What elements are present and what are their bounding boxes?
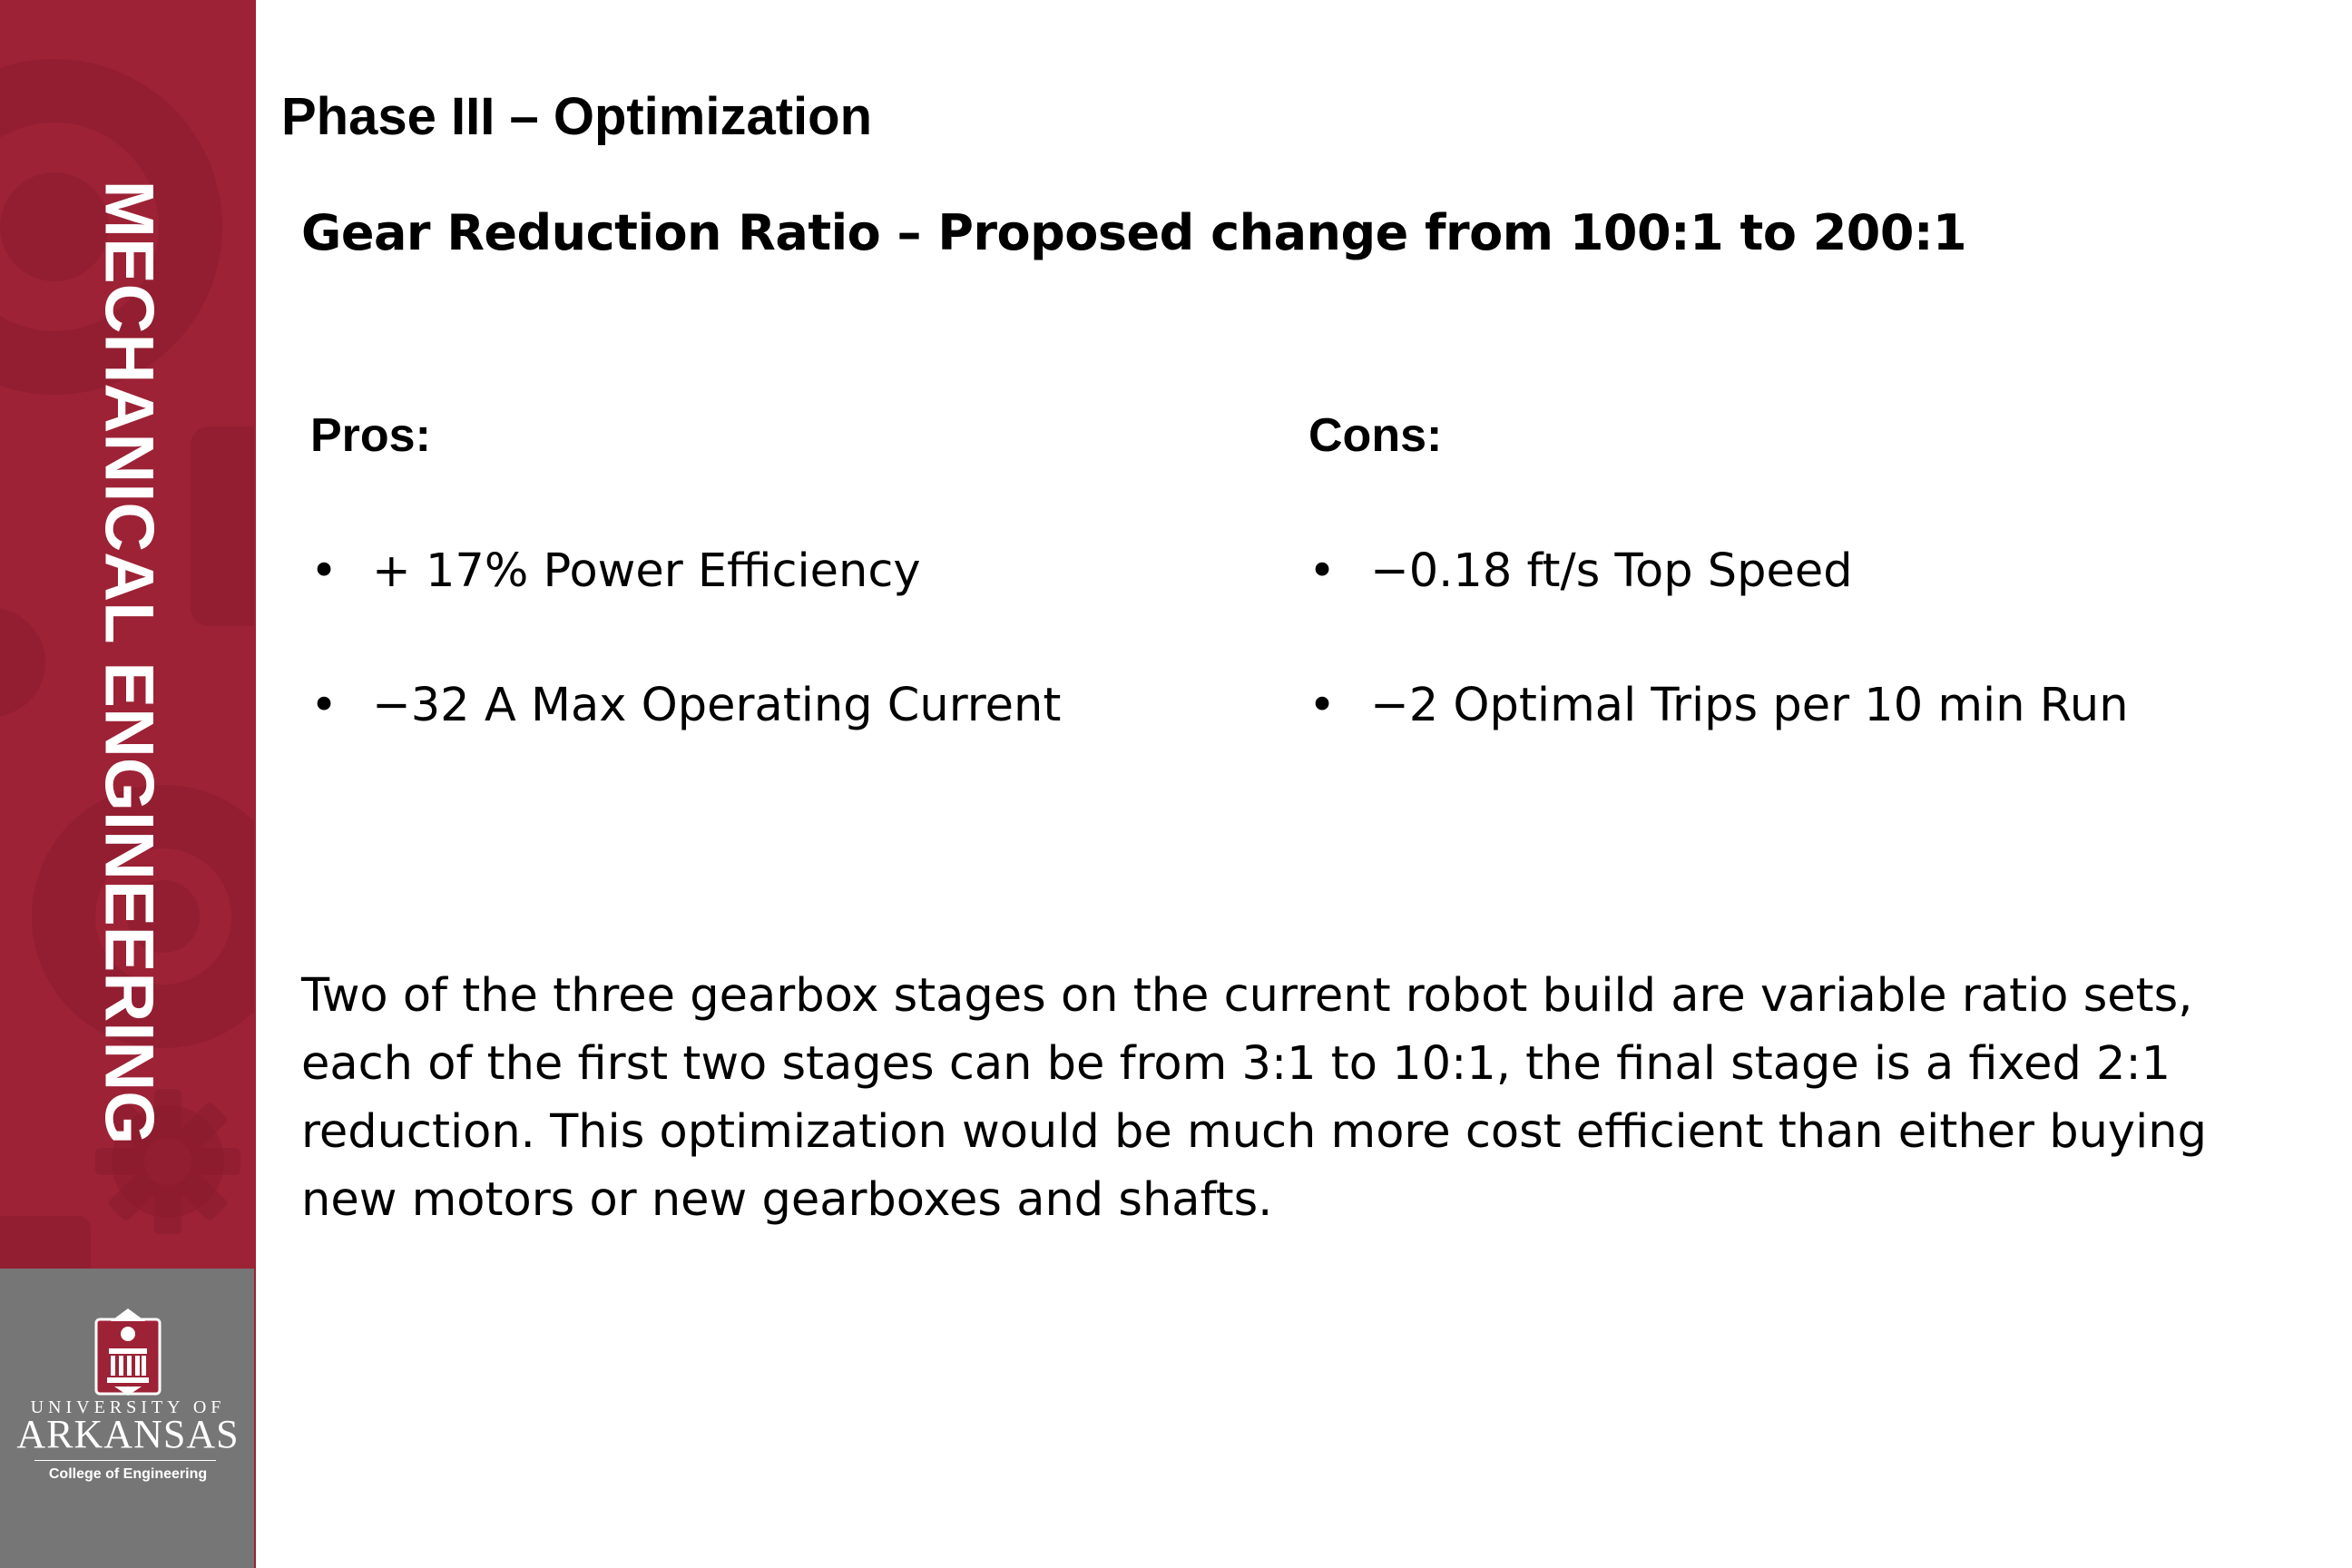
- bullet-icon: •: [310, 544, 338, 598]
- pros-heading: Pros:: [310, 409, 431, 462]
- old-main-building-icon: [91, 1307, 165, 1397]
- logo-college-name: College of Engineering: [48, 1466, 208, 1482]
- paragraph-line: each of the first two stages can be from 3:1 to 10:1, the final stage is a fixed 2:1: [301, 1037, 2171, 1091]
- department-title: MECHANICAL ENGINEERING: [90, 180, 168, 1145]
- cons-item-text: −2 Optimal Trips per 10 min Run: [1370, 679, 2129, 732]
- cons-item-text: −0.18 ft/s Top Speed: [1370, 544, 1853, 598]
- paragraph-line: reduction. This optimization would be much more cost efficient than either buying: [301, 1105, 2207, 1159]
- slide-title: Phase III – Optimization: [281, 87, 873, 146]
- bullet-icon: •: [1308, 544, 1337, 598]
- paragraph-line: Two of the three gearbox stages on the current robot build are variable ratio sets,: [301, 969, 2193, 1023]
- sidebar: [0, 0, 256, 1568]
- explanation-paragraph: [301, 962, 2316, 1234]
- paragraph-line: new motors or new gearboxes and shafts.: [301, 1173, 1273, 1227]
- logo-divider: [34, 1460, 216, 1461]
- logo-university-line: UNIVERSITY OF: [30, 1397, 226, 1417]
- logo-university-name: ARKANSAS: [16, 1412, 240, 1456]
- bullet-icon: •: [1308, 679, 1337, 732]
- cons-heading: Cons:: [1308, 409, 1443, 462]
- bullet-icon: •: [310, 679, 338, 732]
- slide-subtitle: Gear Reduction Ratio – Proposed change from 100:1 to 200:1: [301, 204, 1967, 261]
- pros-item-text: −32 A Max Operating Current: [372, 679, 1062, 732]
- university-logo: [0, 1298, 256, 1534]
- pros-item-text: + 17% Power Efficiency: [372, 544, 921, 598]
